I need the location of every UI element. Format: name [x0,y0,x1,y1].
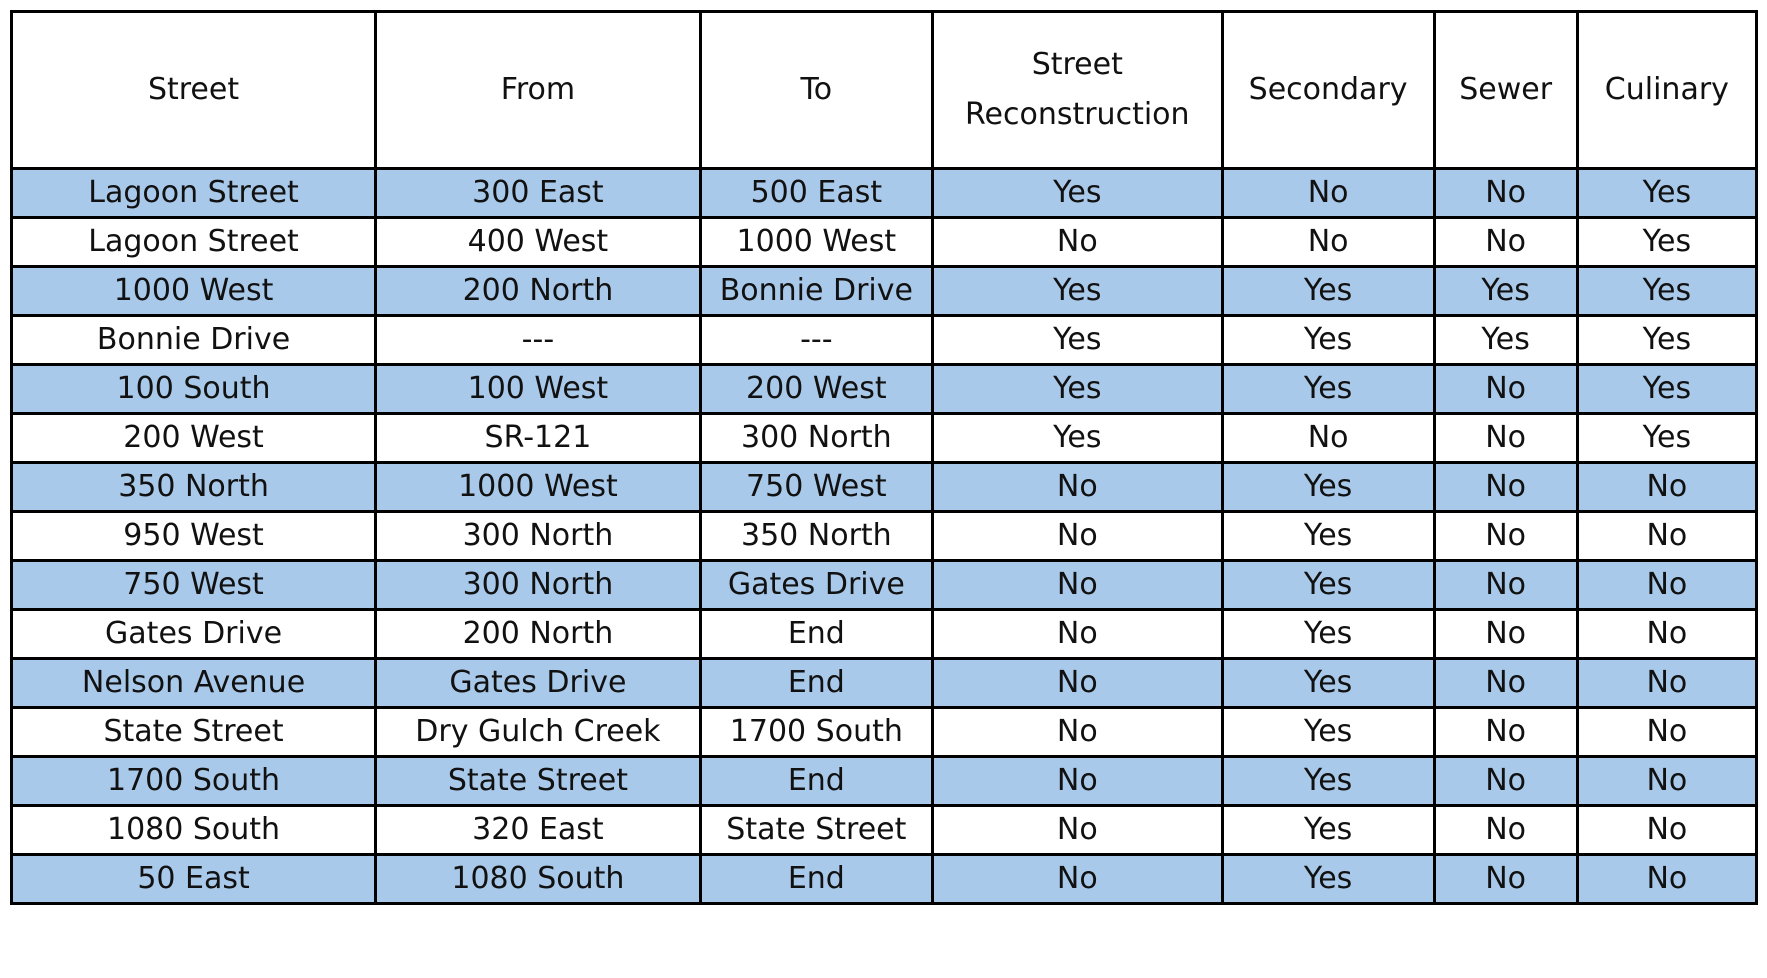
cell-culinary: Yes [1577,267,1756,316]
column-header-label: Reconstruction [965,97,1190,132]
cell-street-reconstruction: Yes [932,414,1222,463]
table-row [12,659,1757,708]
cell-secondary: No [1222,169,1434,218]
cell-street: 100 South [12,365,376,414]
cell-to: 200 West [700,365,932,414]
cell-street-reconstruction: No [932,659,1222,708]
cell-sewer: No [1434,610,1577,659]
cell-secondary: Yes [1222,855,1434,904]
table-row [12,855,1757,904]
column-header-label: Sewer [1459,72,1553,107]
table-row [12,806,1757,855]
cell-street: Lagoon Street [12,218,376,267]
cell-to: 1700 South [700,708,932,757]
cell-sewer: No [1434,512,1577,561]
cell-street-reconstruction: No [932,218,1222,267]
table-row [12,316,1757,365]
cell-street-reconstruction: No [932,757,1222,806]
cell-secondary: Yes [1222,610,1434,659]
cell-from: 200 North [376,610,701,659]
cell-to: State Street [700,806,932,855]
cell-culinary: Yes [1577,365,1756,414]
table-row [12,757,1757,806]
cell-secondary: Yes [1222,708,1434,757]
cell-to: End [700,610,932,659]
cell-culinary: No [1577,512,1756,561]
cell-from: Gates Drive [376,659,701,708]
cell-from: State Street [376,757,701,806]
street-utility-table [10,10,1758,905]
table-row [12,561,1757,610]
cell-street-reconstruction: No [932,806,1222,855]
column-header-label: Culinary [1604,72,1729,107]
column-header-street-reconstruction [932,12,1222,169]
header-row [12,12,1757,169]
cell-from: 1080 South [376,855,701,904]
cell-culinary: Yes [1577,316,1756,365]
cell-sewer: No [1434,463,1577,512]
cell-culinary: No [1577,708,1756,757]
cell-sewer: No [1434,855,1577,904]
cell-street: 750 West [12,561,376,610]
cell-from: Dry Gulch Creek [376,708,701,757]
cell-secondary: Yes [1222,659,1434,708]
cell-from: 320 East [376,806,701,855]
cell-sewer: No [1434,561,1577,610]
table-row [12,169,1757,218]
cell-culinary: No [1577,659,1756,708]
cell-street: 1080 South [12,806,376,855]
cell-to: 300 North [700,414,932,463]
cell-from: 100 West [376,365,701,414]
cell-street: 50 East [12,855,376,904]
column-header-label: To [800,72,833,107]
cell-to: 750 West [700,463,932,512]
cell-street-reconstruction: No [932,610,1222,659]
column-header-secondary [1222,12,1434,169]
cell-to: End [700,659,932,708]
column-header-label: Street [1031,47,1123,82]
column-header-label: Street [147,72,240,107]
table-row [12,218,1757,267]
cell-street: 1700 South [12,757,376,806]
table-row [12,414,1757,463]
table-row [12,512,1757,561]
cell-sewer: Yes [1434,267,1577,316]
cell-to: --- [700,316,932,365]
column-header-label: Secondary [1248,72,1408,107]
cell-culinary: No [1577,757,1756,806]
column-header-from [376,12,701,169]
cell-street: Gates Drive [12,610,376,659]
cell-to: End [700,855,932,904]
cell-secondary: Yes [1222,365,1434,414]
cell-secondary: Yes [1222,267,1434,316]
cell-sewer: No [1434,218,1577,267]
cell-street-reconstruction: Yes [932,316,1222,365]
cell-to: Bonnie Drive [700,267,932,316]
cell-sewer: No [1434,414,1577,463]
column-header-label: From [500,72,576,107]
cell-street: 200 West [12,414,376,463]
cell-street-reconstruction: No [932,708,1222,757]
cell-sewer: No [1434,659,1577,708]
cell-to: Gates Drive [700,561,932,610]
cell-culinary: Yes [1577,414,1756,463]
cell-culinary: No [1577,463,1756,512]
cell-sewer: No [1434,169,1577,218]
cell-from: 300 North [376,561,701,610]
cell-to: 1000 West [700,218,932,267]
cell-culinary: No [1577,561,1756,610]
cell-street-reconstruction: No [932,561,1222,610]
cell-from: 300 North [376,512,701,561]
cell-secondary: Yes [1222,463,1434,512]
cell-street: Nelson Avenue [12,659,376,708]
cell-street: Lagoon Street [12,169,376,218]
cell-street: 950 West [12,512,376,561]
cell-culinary: No [1577,806,1756,855]
cell-sewer: No [1434,757,1577,806]
cell-culinary: Yes [1577,218,1756,267]
column-header-culinary [1577,12,1756,169]
cell-from: SR-121 [376,414,701,463]
cell-sewer: Yes [1434,316,1577,365]
cell-street-reconstruction: No [932,463,1222,512]
cell-to: 500 East [700,169,932,218]
cell-sewer: No [1434,365,1577,414]
cell-street: 1000 West [12,267,376,316]
table-row [12,267,1757,316]
cell-secondary: Yes [1222,757,1434,806]
cell-secondary: Yes [1222,512,1434,561]
cell-from: 1000 West [376,463,701,512]
cell-sewer: No [1434,708,1577,757]
table-row [12,463,1757,512]
cell-sewer: No [1434,806,1577,855]
cell-from: 200 North [376,267,701,316]
cell-street-reconstruction: Yes [932,365,1222,414]
cell-street: State Street [12,708,376,757]
cell-street: 350 North [12,463,376,512]
cell-street: Bonnie Drive [12,316,376,365]
cell-to: End [700,757,932,806]
column-header-sewer [1434,12,1577,169]
cell-secondary: No [1222,414,1434,463]
table-body [12,169,1757,904]
table-row [12,708,1757,757]
cell-to: 350 North [700,512,932,561]
cell-street-reconstruction: Yes [932,267,1222,316]
table-row [12,610,1757,659]
cell-street-reconstruction: Yes [932,169,1222,218]
cell-from: --- [376,316,701,365]
cell-secondary: Yes [1222,316,1434,365]
column-header-street [12,12,376,169]
cell-culinary: No [1577,855,1756,904]
cell-secondary: No [1222,218,1434,267]
cell-culinary: Yes [1577,169,1756,218]
cell-secondary: Yes [1222,806,1434,855]
cell-street-reconstruction: No [932,855,1222,904]
cell-secondary: Yes [1222,561,1434,610]
cell-from: 400 West [376,218,701,267]
table-row [12,365,1757,414]
cell-street-reconstruction: No [932,512,1222,561]
street-utility-table-wrapper [10,10,1758,905]
cell-from: 300 East [376,169,701,218]
column-header-to [700,12,932,169]
cell-culinary: No [1577,610,1756,659]
